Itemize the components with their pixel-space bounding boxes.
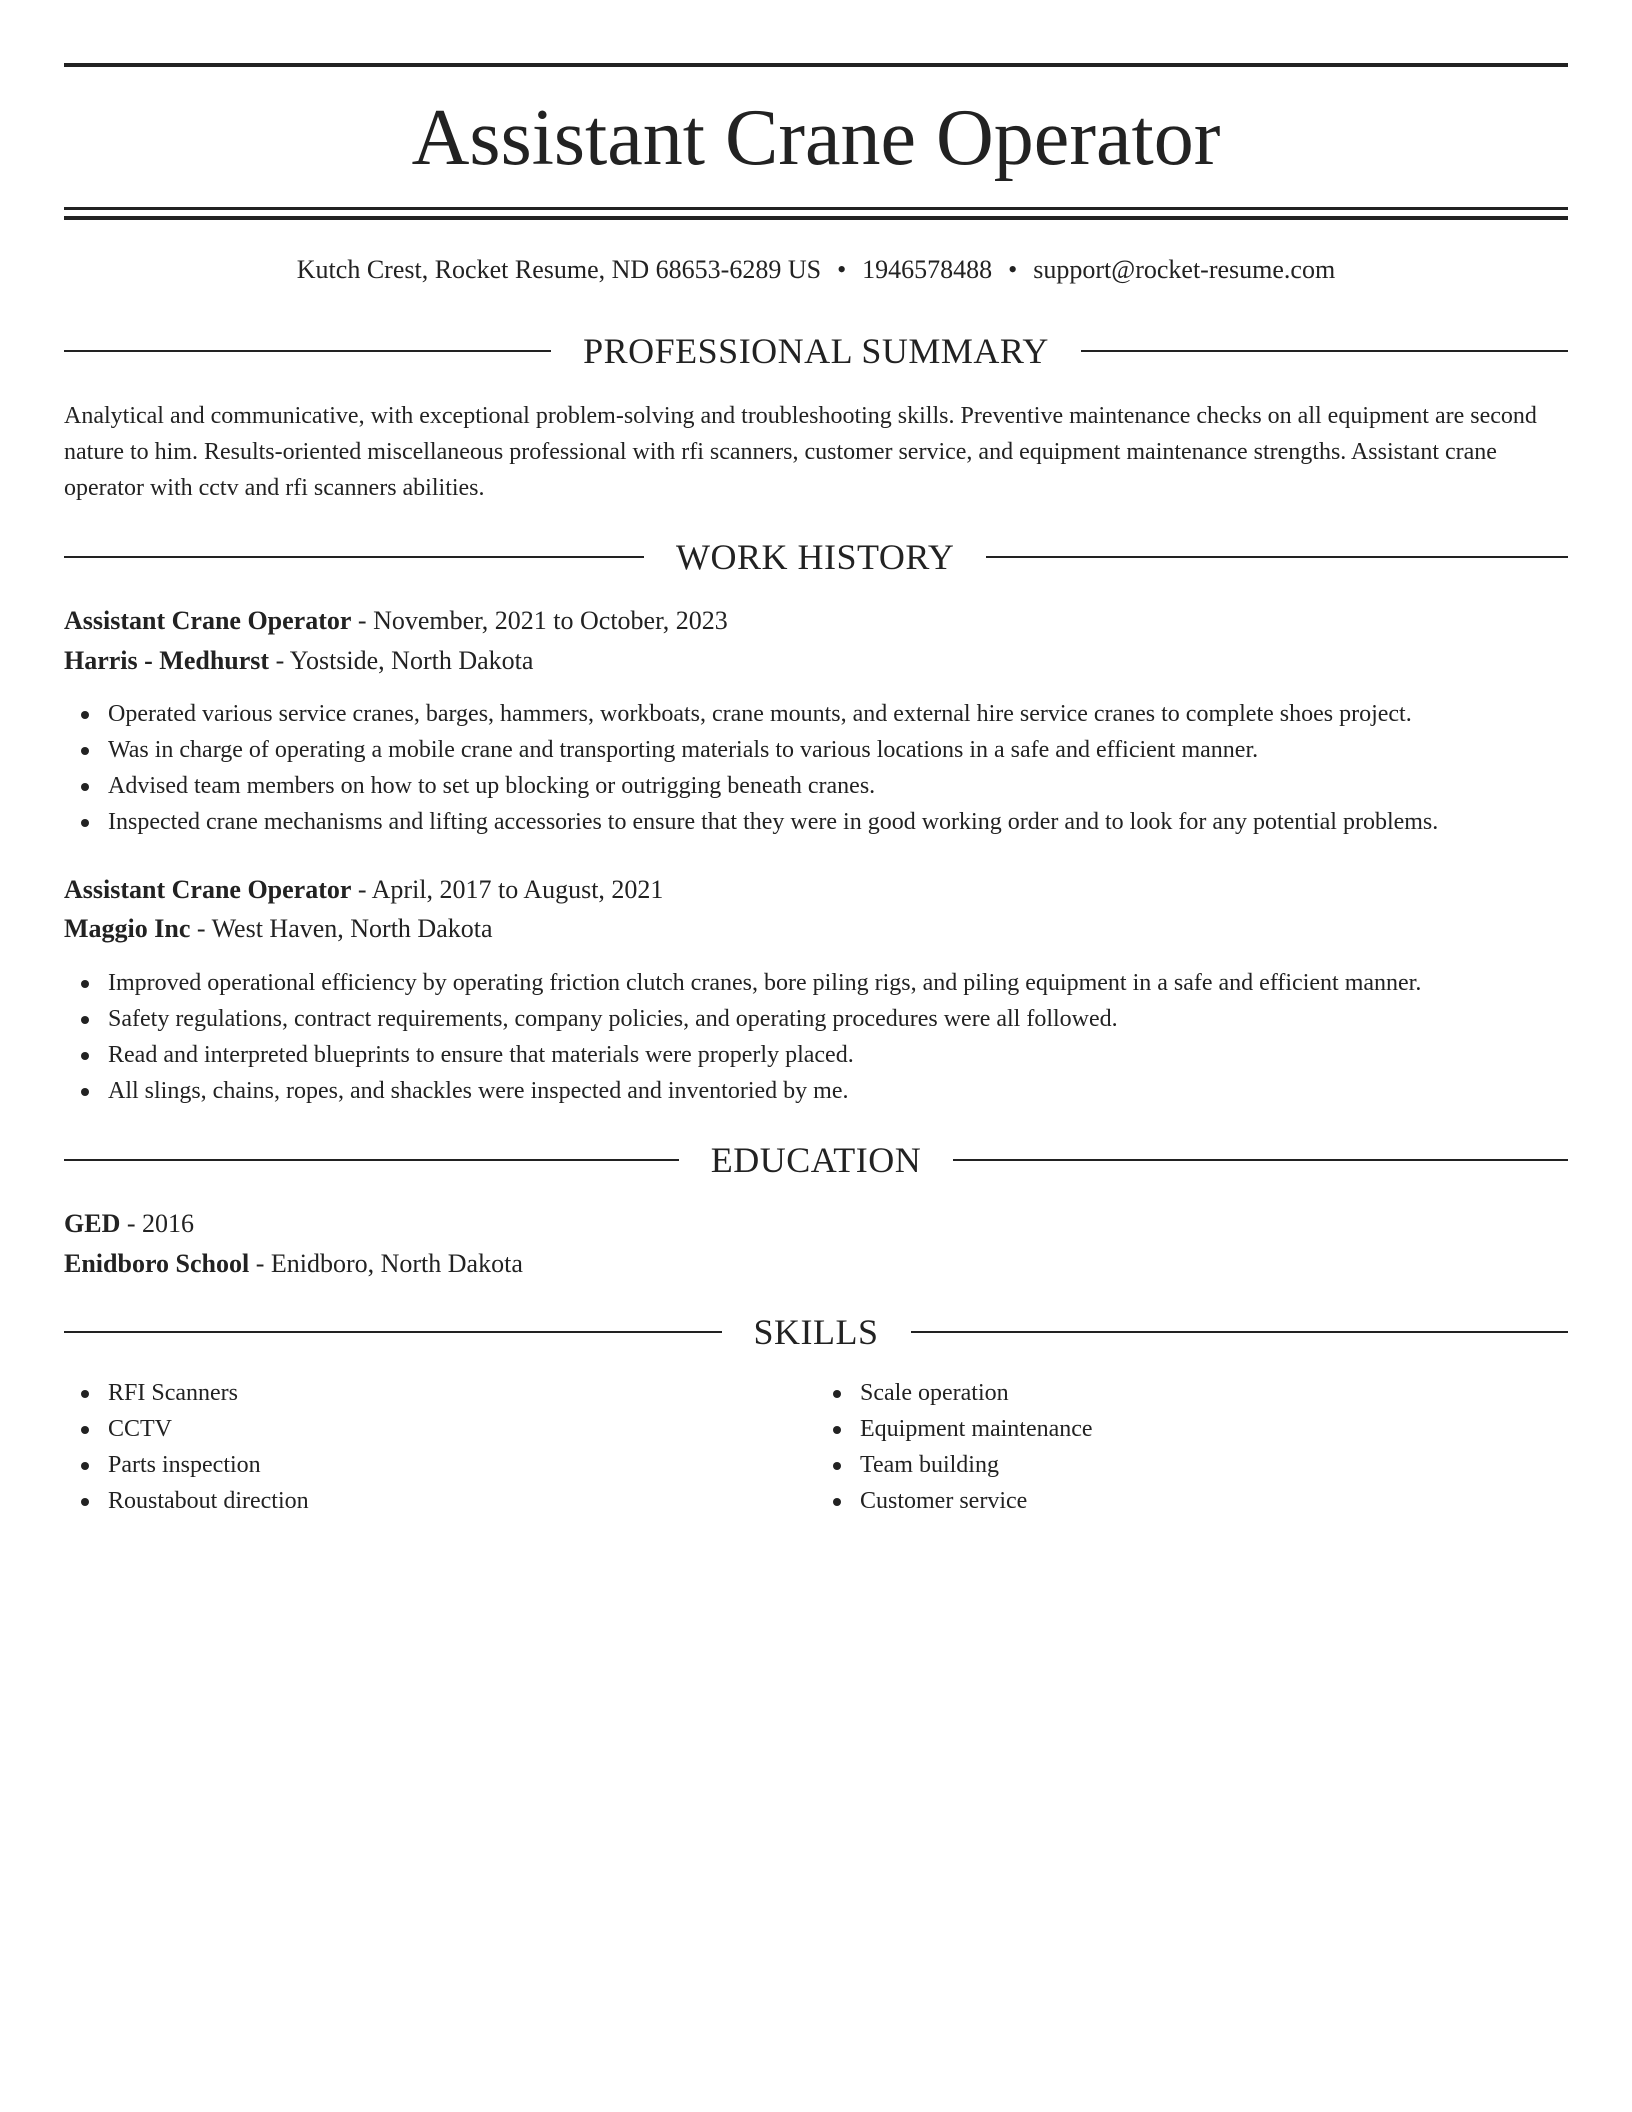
list-item: Read and interpreted blueprints to ensure that materials were properly placed. [108, 1037, 1612, 1073]
education-school-line [64, 1246, 1568, 1282]
job-2-company-line [64, 911, 1568, 947]
skills-columns [64, 1375, 1568, 1519]
section-header-education [64, 1138, 1568, 1182]
education-school: Enidboro School [64, 1249, 250, 1278]
title-double-rule [64, 207, 1568, 220]
section-rule [911, 1331, 1569, 1333]
section-header-summary [64, 329, 1568, 373]
job-1-dates: - November, 2021 to October, 2023 [351, 606, 728, 635]
job-2-title: Assistant Crane Operator [64, 875, 352, 904]
section-header-work [64, 535, 1568, 579]
education-location: - Enidboro, North Dakota [249, 1249, 523, 1278]
section-rule [1081, 350, 1568, 352]
section-rule [64, 1331, 722, 1333]
section-rule [64, 556, 644, 558]
list-item: Operated various service cranes, barges, hammers, workboats, crane mounts, and external hire service cranes to complete shoes project. [108, 696, 1612, 732]
section-rule [986, 556, 1568, 558]
skill-item: Parts inspection [108, 1447, 816, 1483]
contact-separator: • [837, 255, 847, 284]
job-1-company: Harris - Medhurst [64, 646, 270, 675]
job-2-bullets [64, 965, 1612, 1109]
contact-phone: 1946578488 [862, 255, 993, 284]
list-item: Advised team members on how to set up blocking or outrigging beneath cranes. [108, 768, 1612, 804]
list-item: Improved operational efficiency by operating friction clutch cranes, bore piling rigs, and piling equipment in a safe and efficient manner. [108, 965, 1612, 1001]
contact-separator: • [1008, 255, 1018, 284]
education-degree-line [64, 1206, 1568, 1242]
skill-item: Scale operation [860, 1375, 1568, 1411]
top-rule [64, 63, 1568, 67]
summary-text: Analytical and communicative, with exceptional problem-solving and troubleshooting skills. Preventive maintenance checks on all equipment are second nature to him. Results-oriented miscellaneous professional with rfi scanners, customer service, and equipment maintenance strengths. Assistant crane operator with cctv and rfi scanners abilities. [64, 403, 1537, 501]
resume-title: Assistant Crane Operator [411, 94, 1221, 182]
list-item: Safety regulations, contract requirements, company policies, and operating procedures were all followed. [108, 1001, 1612, 1037]
contact-line [64, 252, 1568, 288]
section-rule [64, 1159, 679, 1161]
section-title-work: WORK HISTORY [676, 537, 955, 577]
job-1-title: Assistant Crane Operator [64, 606, 352, 635]
skills-list-left [64, 1375, 816, 1519]
section-header-skills [64, 1310, 1568, 1354]
job-2-company: Maggio Inc [64, 914, 191, 943]
section-title-summary: PROFESSIONAL SUMMARY [583, 331, 1049, 371]
skills-list-right [816, 1375, 1568, 1519]
job-1-bullets [64, 696, 1612, 840]
job-1-location: - Yostside, North Dakota [269, 646, 534, 675]
section-rule [953, 1159, 1568, 1161]
section-rule [64, 350, 551, 352]
education-year: - 2016 [120, 1209, 195, 1238]
list-item: Inspected crane mechanisms and lifting accessories to ensure that they were in good working order and to look for any potential problems. [108, 804, 1612, 840]
job-2-dates: - April, 2017 to August, 2021 [351, 875, 664, 904]
section-title-skills: SKILLS [753, 1312, 879, 1352]
skill-item: Roustabout direction [108, 1483, 816, 1519]
skill-item: Customer service [860, 1483, 1568, 1519]
skill-item: Equipment maintenance [860, 1411, 1568, 1447]
job-1-company-line [64, 643, 1568, 679]
skill-item: CCTV [108, 1411, 816, 1447]
job-2-location: - West Haven, North Dakota [190, 914, 493, 943]
skill-item: RFI Scanners [108, 1375, 816, 1411]
contact-address: Kutch Crest, Rocket Resume, ND 68653-6289 US [296, 255, 822, 284]
list-item: Was in charge of operating a mobile crane and transporting materials to various locations in a safe and efficient manner. [108, 732, 1612, 768]
education-degree: GED [64, 1209, 121, 1238]
job-1-title-line [64, 603, 1568, 639]
job-2-title-line [64, 872, 1568, 908]
contact-email: support@rocket-resume.com [1033, 255, 1336, 284]
skill-item: Team building [860, 1447, 1568, 1483]
list-item: All slings, chains, ropes, and shackles were inspected and inventoried by me. [108, 1073, 1612, 1109]
section-title-education: EDUCATION [710, 1140, 922, 1180]
